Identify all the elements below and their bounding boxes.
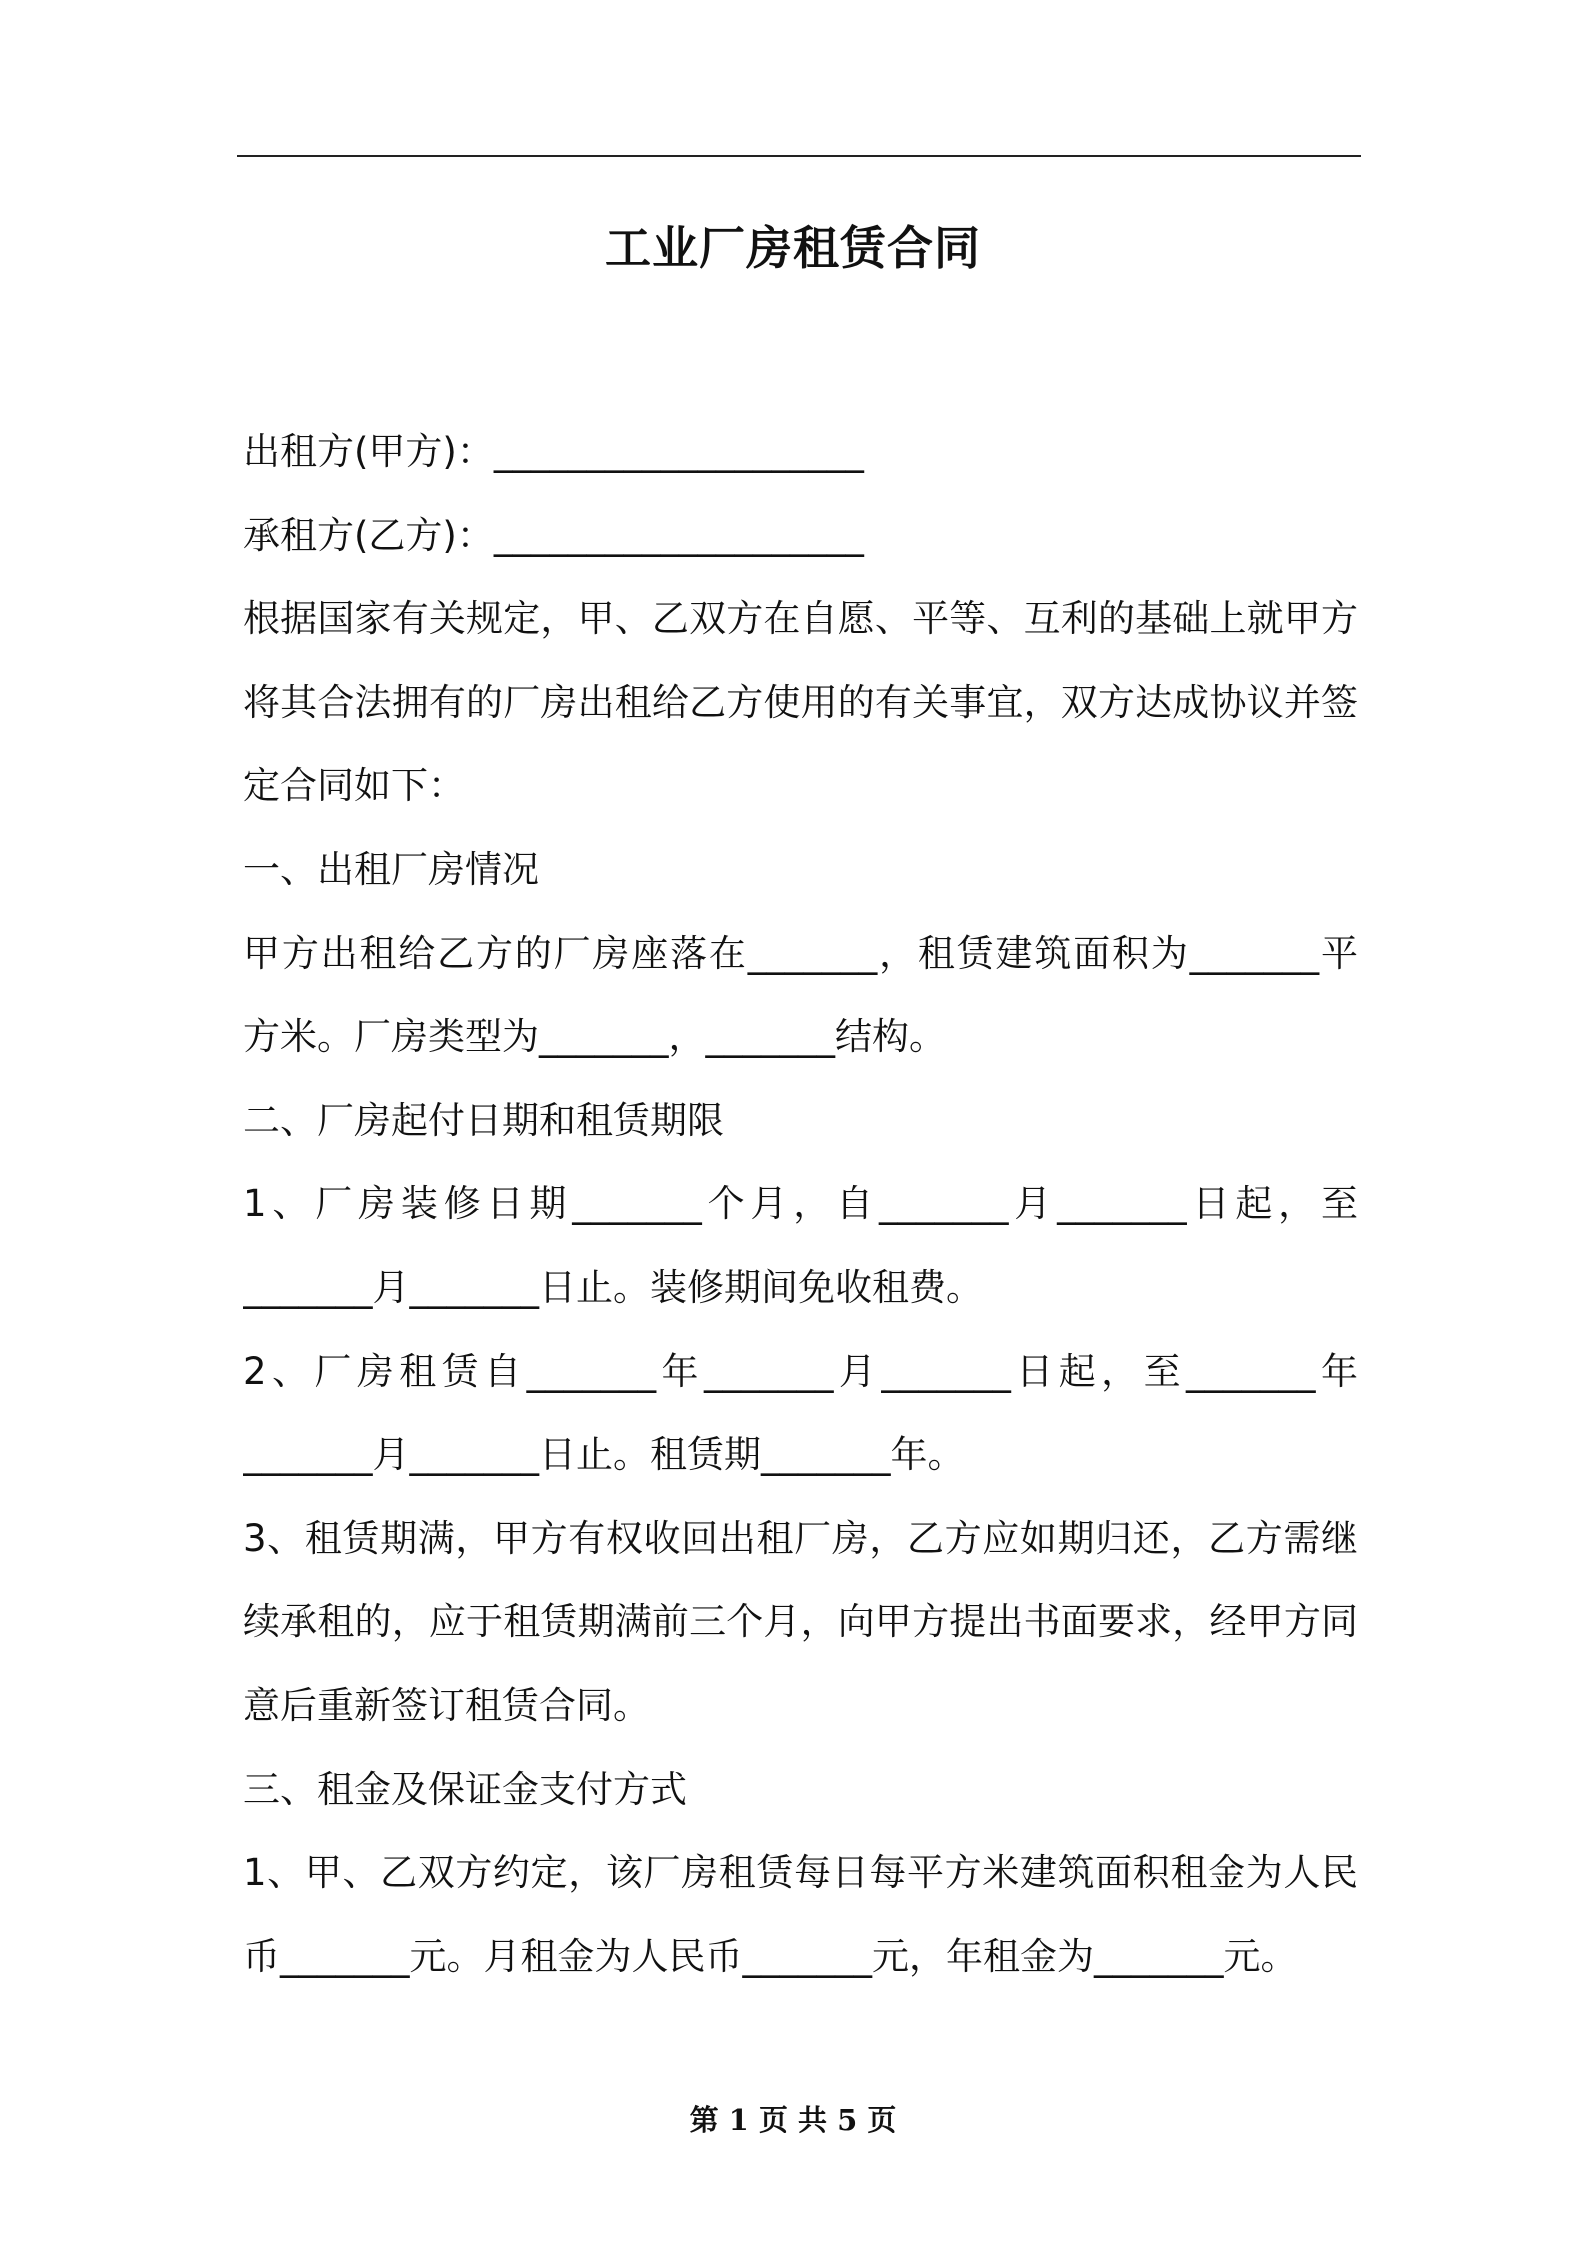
section-heading-1: 一、出租厂房情况 [243,847,539,891]
clause-2-2-line-1: 2、厂房租赁自_______年_______月_______日起，至_______年 [243,1349,1358,1393]
section-heading-2: 二、厂房起付日期和租赁期限 [243,1098,724,1142]
document-title: 工业厂房租赁合同 [605,221,981,275]
section-heading-3: 三、租金及保证金支付方式 [243,1767,687,1811]
section-1-line-1: 甲方出租给乙方的厂房座落在_______，租赁建筑面积为_______平 [243,931,1358,975]
preamble-line-3: 定合同如下： [243,764,465,808]
clause-3-1-line-2: 币_______元。月租金为人民币_______元，年租金为_______元。 [243,1934,1298,1978]
page-number-footer: 第 1 页 共 5 页 [689,2103,897,2137]
clause-2-1-line-2: _______月_______日止。装修期间免收租费。 [243,1265,983,1309]
clause-2-3-line-1: 3、租赁期满，甲方有权收回出租厂房，乙方应如期归还，乙方需继 [243,1516,1358,1560]
clause-2-2-line-2: _______月_______日止。租赁期_______年。 [243,1433,965,1477]
document-body [243,410,1358,1998]
lessee-line: 承租方(乙方)：____________________ [243,513,864,557]
clause-2-3-line-2: 续承租的，应于租赁期满前三个月，向甲方提出书面要求，经甲方同 [243,1600,1358,1644]
section-1-line-2: 方米。厂房类型为_______，_______结构。 [243,1015,946,1059]
clause-3-1-line-1: 1、甲、乙双方约定，该厂房租赁每日每平方米建筑面积租金为人民 [243,1851,1358,1895]
preamble-line-2: 将其合法拥有的厂房出租给乙方使用的有关事宜，双方达成协议并签 [243,680,1358,724]
header-rule [237,155,1361,157]
clause-2-3-line-3: 意后重新签订租赁合同。 [243,1683,650,1727]
preamble-line-1: 根据国家有关规定，甲、乙双方在自愿、平等、互利的基础上就甲方 [243,597,1358,641]
lessor-line: 出租方(甲方)：____________________ [243,430,864,473]
clause-2-1-line-1: 1、厂房装修日期_______个月，自_______月_______日起，至 [243,1182,1358,1226]
